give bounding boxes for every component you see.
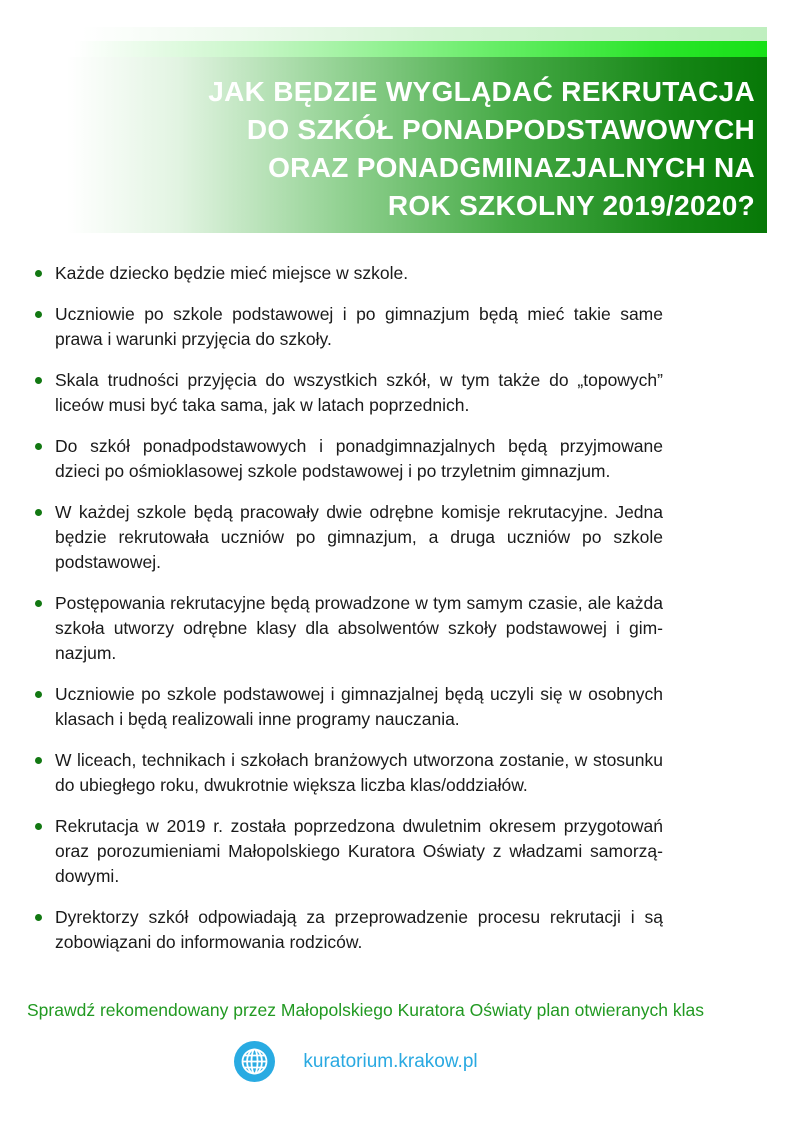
bullet-icon: [35, 600, 42, 607]
list-item: [35, 748, 663, 798]
bullet-icon: [35, 823, 42, 830]
bullet-icon: [35, 914, 42, 921]
list-item: [35, 302, 663, 352]
header-strip-pale: [30, 27, 767, 41]
page-title-line-2: DO SZKÓŁ PONADPODSTAWOWYCH: [246, 114, 755, 145]
header-band-main: [30, 57, 767, 233]
page-title: [30, 57, 767, 225]
header-banner: [30, 27, 767, 233]
bullet-icon: [35, 691, 42, 698]
list-item: [35, 905, 663, 955]
page-title-line-4: ROK SZKOLNY 2019/2020?: [387, 190, 755, 221]
list-item-text: Uczniowie po szkole podstawowej i po gimnazjum będą mieć takie same prawa i warunki przyjęcia do szkoły.: [55, 304, 663, 349]
list-item: [35, 814, 663, 889]
list-item-text: Każde dziecko będzie mieć miejsce w szkole.: [55, 263, 409, 283]
bullet-icon: [35, 377, 42, 384]
list-item: [35, 500, 663, 575]
list-item: [35, 434, 663, 484]
bullet-icon: [35, 270, 42, 277]
list-item-text: Skala trudności przyjęcia do wszystkich szkół, w tym także do „topowych” liceów musi być taka sama, jak w latach poprzednich.: [55, 370, 663, 415]
list-item-text: Rekrutacja w 2019 r. została poprzedzona dwuletnim okresem przygotowań oraz porozumieniami Małopolskiego Kuratora Oświaty z władzami samorządowymi.: [55, 816, 663, 886]
bullet-icon: [35, 443, 42, 450]
list-item-text: Uczniowie po szkole podstawowej i gimnazjalnej będą uczyli się w osobnych klasach i będą realizowali inne programy nauczania.: [55, 684, 663, 729]
website-link[interactable]: kuratorium.krakow.pl: [303, 1050, 478, 1072]
globe-icon: [234, 1041, 275, 1082]
list-item: [35, 368, 663, 418]
footer: [0, 1041, 756, 1082]
bullet-icon: [35, 509, 42, 516]
page-title-line-3: ORAZ PONADGMINAZJALNYCH NA: [268, 152, 755, 183]
list-item-text: Dyrektorzy szkół odpowiadają za przeprowadzenie procesu rekrutacji i są zobowiązani do informowania rodziców.: [55, 907, 663, 952]
list-item-text: Postępowania rekrutacyjne będą prowadzone w tym samym czasie, ale każda szkoła utworzy odrębne klasy dla absolwentów szkoły podstawowej i gimnazjum.: [55, 593, 663, 663]
list-item: [35, 261, 663, 286]
list-item-text: W każdej szkole będą pracowały dwie odrębne komisje rekrutacyjne. Jedna będzie rekrutowała uczniów po gimnazjum, a druga uczniów po szkole podstawowej.: [55, 502, 663, 572]
bullet-list: [35, 261, 663, 971]
list-item-text: W liceach, technikach i szkołach branżowych utworzona zostanie, w stosunku do ubiegłego roku, dwukrotnie większa liczba klas/oddziałów.: [55, 750, 663, 795]
list-item: [35, 682, 663, 732]
list-item-text: Do szkół ponadpodstawowych i ponadgimnazjalnych będą przyjmowane dzieci po ośmioklasowej szkole podstawowej i po trzyletnim gimnazjum.: [55, 436, 663, 481]
list-item: [35, 591, 663, 666]
page-title-line-1: JAK BĘDZIE WYGLĄDAĆ REKRUTACJA: [208, 76, 755, 107]
bullet-icon: [35, 757, 42, 764]
recommendation-note: Sprawdź rekomendowany przez Małopolskiego Kuratora Oświaty plan otwieranych klas: [27, 1000, 704, 1020]
bullet-icon: [35, 311, 42, 318]
header-strip-bright: [30, 41, 767, 57]
